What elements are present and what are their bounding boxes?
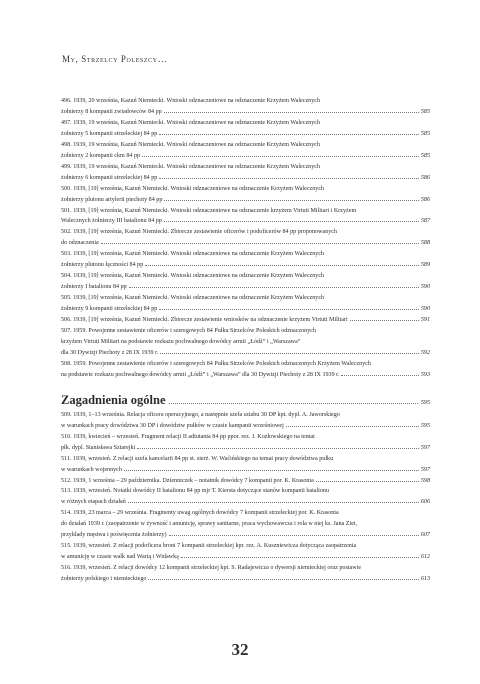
dot-leader bbox=[101, 239, 419, 244]
toc-entry-text: w warunkach pracy dowództwa 30 DP i dowództw pułków w czasie kampanii wrześniowej bbox=[61, 422, 284, 429]
toc-entry-text: żołnierzy polskiego i niemieckiego bbox=[61, 576, 147, 583]
toc-entry-text: w warunkach wojennych bbox=[61, 466, 122, 473]
dot-leader bbox=[148, 575, 418, 580]
toc-entry-text: 512. 1939, 1 września – 29 października. Dzienniczek – notatnik dowódcy 7 kompanii por. K. Krasonia bbox=[61, 477, 314, 484]
toc-entry bbox=[61, 432, 430, 454]
dot-leader bbox=[145, 261, 419, 266]
toc-entry-text: żołnierzy 2 kompanii ckm 84 pp bbox=[61, 152, 141, 159]
page-number: 595 bbox=[420, 422, 430, 429]
page-number: 587 bbox=[420, 218, 430, 225]
page-number: 586 bbox=[420, 196, 430, 203]
page-number: 590 bbox=[420, 284, 430, 291]
dot-leader bbox=[164, 108, 419, 113]
toc-entry bbox=[61, 162, 430, 184]
dot-leader bbox=[159, 305, 419, 310]
toc-entry bbox=[61, 249, 430, 271]
page-number: 588 bbox=[420, 240, 430, 247]
toc-entry-text: żołnierzy plutonu łączności 84 pp bbox=[61, 262, 144, 269]
dot-leader bbox=[128, 498, 419, 503]
toc-entry-text: 501. 1939, [19] września, Kazuń Niemiecki. Wnioski odznaczeniowe na odznaczenie krzyżem Virtuti Militari i Krzyżem bbox=[61, 207, 357, 214]
dot-leader bbox=[341, 371, 418, 376]
dot-leader bbox=[159, 130, 419, 135]
toc-entry-text: 497. 1939, 19 września, Kazuń Niemiecki. Wnioski odznaczeniowe na odznaczenie Krzyżem Walecznych bbox=[61, 119, 321, 126]
table-of-contents bbox=[61, 96, 430, 585]
page-number: 597 bbox=[420, 466, 430, 473]
dot-leader bbox=[129, 283, 419, 288]
toc-entry-text: krzyżem Virtuti Militari na podstawie rozkazu pochwalnego dowódcy armii „Łódź” i „Warszawa” bbox=[61, 338, 301, 345]
toc-entry-text: w różnych etapach działań bbox=[61, 499, 126, 506]
dot-leader bbox=[181, 553, 419, 558]
toc-entry bbox=[61, 476, 430, 487]
running-head: My, Strzelcy Poleszcy… bbox=[62, 54, 168, 64]
dot-leader bbox=[164, 196, 418, 201]
page-number: 606 bbox=[420, 499, 430, 506]
toc-entry-text: 508. 1959. Powojenne zestawienie oficerów i szeregowych 84 Pułku Strzelców Poleskich odznaczonych Krzyżem Walecznych bbox=[61, 360, 371, 367]
toc-entry-text: 496. 1939, 20 września, Kazuń Niemiecki. Wnioski odznaczeniowe na odznaczenie Krzyżem Walecznych bbox=[61, 98, 321, 104]
dot-leader bbox=[350, 316, 419, 321]
dot-leader bbox=[159, 174, 419, 179]
toc-entry bbox=[61, 184, 430, 206]
toc-entry bbox=[61, 315, 430, 326]
toc-entry bbox=[61, 326, 430, 359]
page-number: 590 bbox=[420, 306, 430, 313]
page-number: 585 bbox=[420, 108, 430, 115]
toc-entry-text: przykłady męstwa i poświęcenia żołnierzy) bbox=[61, 532, 167, 539]
page-number: 607 bbox=[420, 532, 430, 539]
toc-entry-text: do odznaczenia bbox=[61, 240, 99, 247]
toc-entry-text: 509. 1939, 1–13 września. Relacja oficera operacyjnego, a następnie szefa sztabu 30 DP kpt. dypl. A. Jaworskiego bbox=[61, 411, 340, 418]
page-number: 593 bbox=[420, 371, 430, 378]
page-number: 613 bbox=[420, 576, 430, 583]
dot-leader bbox=[169, 399, 418, 404]
dot-leader bbox=[164, 217, 419, 222]
toc-entry bbox=[61, 410, 430, 432]
toc-entry bbox=[61, 563, 430, 585]
toc-entry-text: 502. 1939, [19] września, Kazuń Niemiecki. Zbiorcze zestawienie oficerów i podoficerów 84 pp proponowanych bbox=[61, 229, 337, 236]
toc-entry-text: żołnierzy plutonu artylerii piechoty 84 pp bbox=[61, 196, 163, 203]
dot-leader bbox=[142, 152, 419, 157]
toc-entry-text: żołnierzy 9 kompanii strzeleckiej 84 pp bbox=[61, 306, 158, 313]
toc-entry-text: 505. 1939, [19] września, Kazuń Niemiecki. Wnioski odznaczeniowe na odznaczenie Krzyżem Walecznych bbox=[61, 295, 325, 302]
section-title: Zagadnienia ogólne bbox=[61, 392, 166, 407]
toc-entry-text: 504. 1939, [19] września, Kazuń Niemiecki. Wnioski odznaczeniowe na odznaczenie Krzyżem Walecznych bbox=[61, 273, 325, 280]
dot-leader bbox=[137, 444, 419, 449]
toc-entry-text: 515. 1939, wrzesień. Z relacji podoficera broni 7 kompanii strzeleckiej kpr. rez. A. Kuszniewicza dotycząca zaopatrzenia bbox=[61, 543, 357, 550]
toc-entry bbox=[61, 271, 430, 293]
section-heading bbox=[61, 393, 430, 408]
toc-entry bbox=[61, 541, 430, 563]
toc-entry-text: do działań 1939 r. (zaopatrzenie w żywność i amunicję, sprawy sanitarne, praca wychowawcza i rola w niej ks. Jana Ziei, bbox=[61, 521, 358, 528]
toc-entry-text: żołnierzy 8 kompanii zwiadowców 84 pp bbox=[61, 108, 162, 115]
toc-entry bbox=[61, 140, 430, 162]
toc-entry-text: płk. dypl. Stanisława Sztarejki bbox=[61, 444, 136, 451]
toc-entry-text: dla 30 Dywizji Piechoty z 28 IX 1939 r. bbox=[61, 349, 159, 356]
toc-entry bbox=[61, 227, 430, 249]
page-number: 591 bbox=[420, 317, 430, 324]
toc-entry bbox=[61, 293, 430, 315]
toc-entry bbox=[61, 96, 430, 118]
toc-entry bbox=[61, 486, 430, 508]
page-number: 595 bbox=[420, 399, 430, 406]
toc-entry-text: na podstawie rozkazu pochwalnego dowódcy armii „Łódź” i „Warszawa” dla 30 Dywizji Piechoty z 28 IX 1939 r. bbox=[61, 371, 340, 378]
toc-entry bbox=[61, 454, 430, 476]
page-number: 592 bbox=[420, 349, 430, 356]
toc-entry-text: 506. 1939, [19] września, Kazuń Niemiecki. Zbiorcze zestawienie wniosków na odznaczenie krzyżem Virtuti Militari bbox=[61, 317, 348, 324]
toc-entry-text: 500. 1939, [19] września, Kazuń Niemiecki. Wnioski odznaczeniowe na odznaczenie Krzyżem Walecznych bbox=[61, 185, 325, 192]
page-number: 612 bbox=[420, 554, 430, 561]
toc-entry bbox=[61, 206, 430, 228]
toc-entry-text: żołnierzy 5 kompanii strzeleckiej 84 pp bbox=[61, 130, 158, 137]
page-number: 586 bbox=[420, 174, 430, 181]
toc-entry-text: Walecznych żołnierzy III batalionu 84 pp bbox=[61, 218, 162, 225]
toc-entry-text: 503. 1939, [19] września, Kazuń Niemiecki. Wnioski odznaczeniowe na odznaczenie Krzyżem Walecznych bbox=[61, 251, 325, 258]
toc-entry-text: 507. 1959. Powojenne zestawienie oficerów i szeregowych 84 Pułku Strzelców Poleskich odznaczonych bbox=[61, 328, 317, 335]
toc-entry-text: 499. 1939, 19 września, Kazuń Niemiecki. Wnioski odznaczeniowe na odznaczenie Krzyżem Walecznych bbox=[61, 163, 321, 170]
page-number: 585 bbox=[420, 130, 430, 137]
toc-entry-text: żołnierzy 6 kompanii strzeleckiej 84 pp bbox=[61, 174, 158, 181]
dot-leader bbox=[124, 466, 419, 471]
toc-entry-text: żołnierzy I batalionu 84 pp bbox=[61, 284, 127, 291]
toc-entry-text: 498. 1939, 19 września, Kazuń Niemiecki. Wnioski odznaczeniowe na odznaczenie Krzyżem Walecznych bbox=[61, 141, 321, 148]
page-number: 598 bbox=[420, 477, 430, 484]
toc-entry-text: 516. 1939, wrzesień. Z relacji dowódcy 12 kompanii strzeleckiej kpt. S. Radajewicza o dywersji niemieckiej oraz postawie bbox=[61, 565, 362, 572]
dot-leader bbox=[316, 477, 419, 482]
dot-leader bbox=[160, 349, 419, 354]
page-number: 589 bbox=[420, 262, 430, 269]
dot-leader bbox=[169, 531, 419, 536]
page-number: 597 bbox=[420, 444, 430, 451]
page-number: 585 bbox=[420, 152, 430, 159]
page-folio: 32 bbox=[231, 640, 249, 659]
toc-entry bbox=[61, 508, 430, 541]
toc-entry-text: w amunicję w czasie walk nad Wartą i Widawką bbox=[61, 554, 179, 561]
toc-entry bbox=[61, 359, 430, 381]
toc-entry-text: 510. 1939, kwiecień – wrzesień. Fragment relacji II adiutanta 84 pp ppor. rez. J. Kozłowskiego na temat bbox=[61, 433, 315, 440]
dot-leader bbox=[286, 422, 419, 427]
toc-entry-text: 513. 1939, wrzesień. Notatki dowódcy II batalionu 84 pp mjr T. Kiersta dotyczące stanów kompanii batalionu bbox=[61, 488, 330, 495]
toc-entry bbox=[61, 118, 430, 140]
toc-entry-text: 514. 1939, 23 marca – 29 września. Fragmenty uwag ogólnych dowódcy 7 kompanii strzeleckiej por. K. Krasonia bbox=[61, 510, 339, 517]
toc-entry-text: 511. 1939, wrzesień. Z relacji szefa kancelarii 84 pp st. sierż. W. Waćińskiego na temat pracy dowództwa pułku bbox=[61, 455, 334, 462]
